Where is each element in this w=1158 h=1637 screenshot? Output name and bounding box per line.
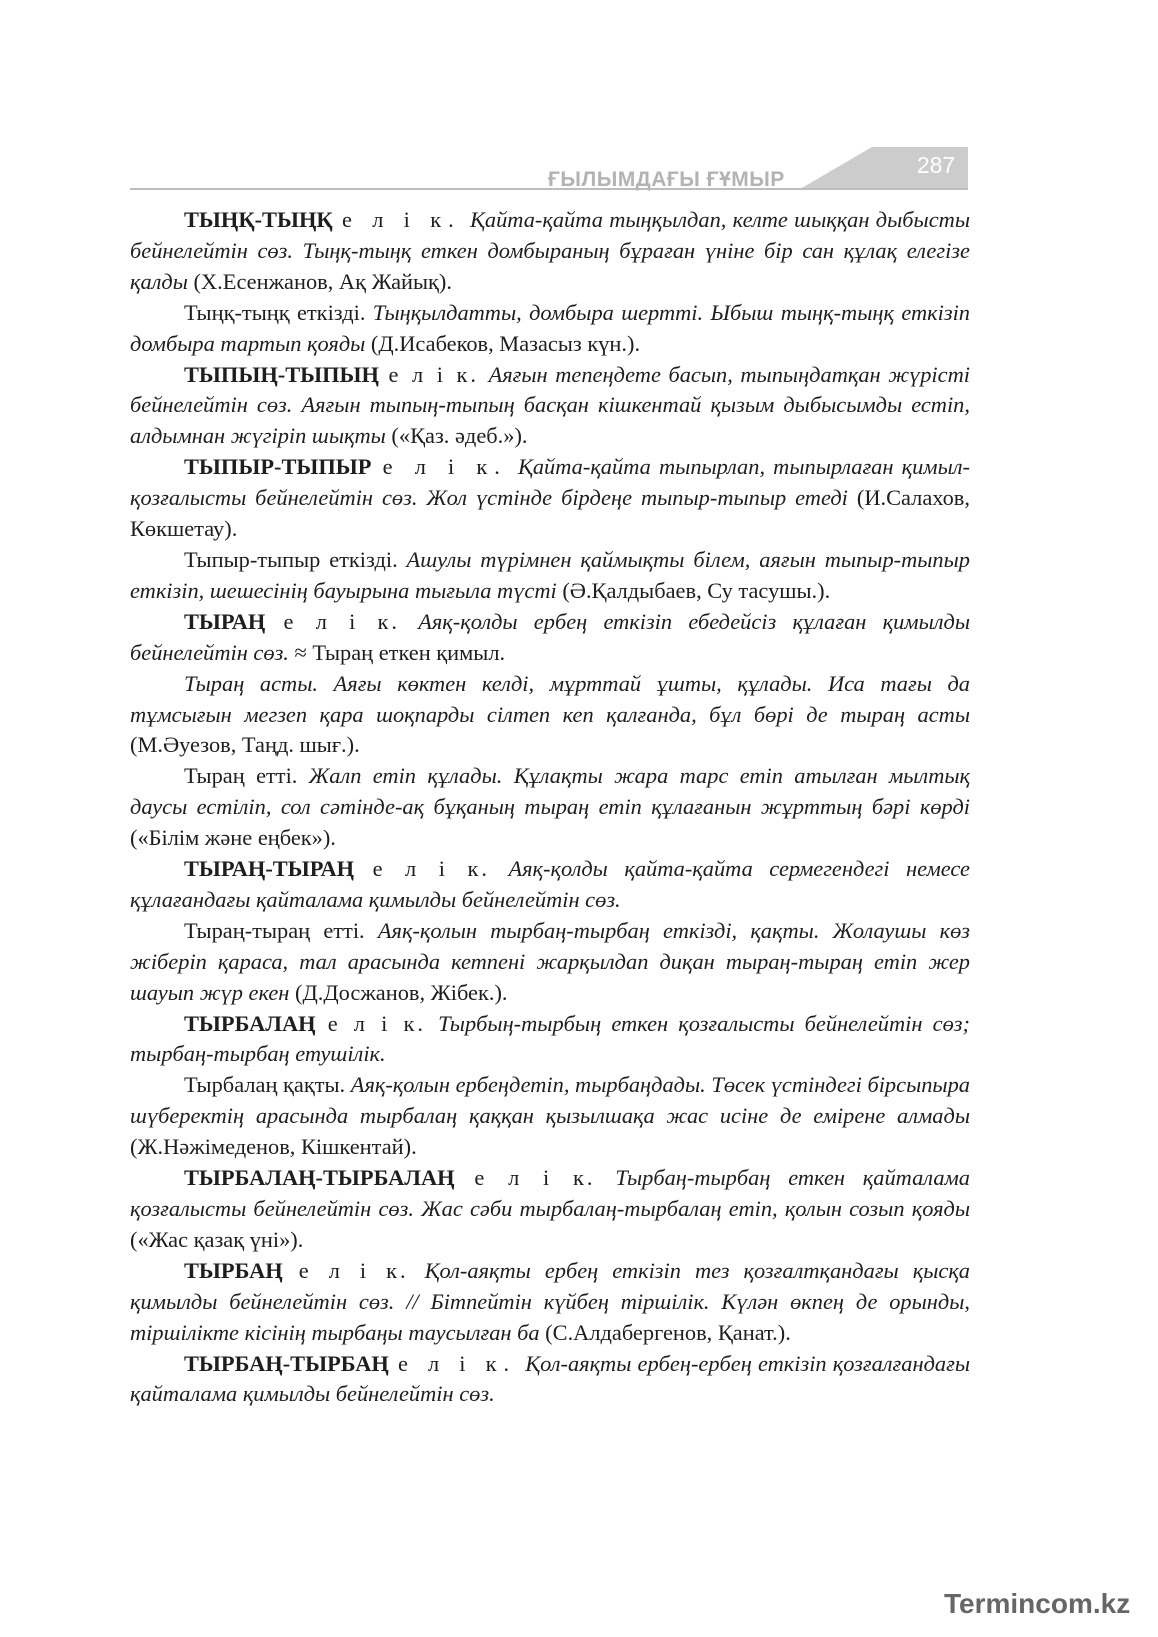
example: Тыңқ-тыңқ еткен домбыраның бұраған үніне бір сан құлақ елегізе қалды [130,237,970,294]
definition: Қол-аяқты ербең еткізіп тез қозғалтқандағы қысқа қимылды бейнелейтін сөз. // Бітпейтін күйбең тіршілік. [130,1257,970,1314]
entry-headword: ТЫПЫР-ТЫПЫР [184,454,372,480]
definition: Аяғын тепеңдете басып, тыпыңдатқан жүрісті бейнелейтін сөз. [130,361,970,418]
site-watermark [944,1584,1154,1632]
example: Күлән өкпең де орынды, тіршілікте кісінің тырбаңы таусылған ба [130,1288,970,1345]
definition: Аяқ-қолды ербең еткізіп ебедейсіз құлаған қимылды бейнелейтін сөз. [130,608,970,665]
part-of-speech: е л і к. [372,856,490,882]
page-header [0,0,1158,200]
source: (С.Алдабергенов, Қанат.). [545,1319,791,1345]
phrase-paragraph [130,916,970,1009]
part-of-speech: е л і к. [341,207,461,232]
source: (Х.Есенжанов, Ақ Жайық). [193,268,452,294]
phrase-paragraph [130,545,970,607]
phrase: Тыпыр-тыпыр еткізді. [184,546,398,572]
example: Жас сәби тырбалаң-тырбалаң етіп, қолын созып қояды [421,1196,970,1221]
phrase-paragraph [130,669,970,762]
entry-paragraph [130,452,970,545]
source: (М.Әуезов, Таңд. шығ.). [130,732,360,758]
dictionary-entries [130,205,970,1410]
entry-paragraph [130,1009,970,1071]
part-of-speech: е л і к. [397,1350,517,1376]
example: Жол үстінде бірдеңе тыпыр-тыпыр етеді [426,485,848,511]
source: («Жас қазақ үні»). [130,1226,304,1252]
page-number: 287 [916,152,956,178]
entry-headword: ТЫРАҢ-ТЫРАҢ [184,856,355,882]
phrase-paragraph [130,298,970,360]
source: (Д.Исабеков, Мазасыз күн.). [370,330,641,356]
part-of-speech: е л і к. [474,1165,596,1191]
entry-headword: ТЫРАҢ [184,608,266,634]
example: Ыбыш тыңқ-тыңқ еткізіп домбыра тартып қояды [130,299,970,356]
example: Құлақты жара тарс етіп атылған мылтық даусы естіліп, сол сәтінде-ақ бұқаның тыраң етіп құлағанын жұрттың бәрі көрді [130,763,971,820]
definition: Тыңқылдатты, домбыра шертті. [372,299,704,325]
definition: Тырбаң-тырбаң еткен қайталама қозғалысты бейнелейтін сөз. [130,1165,970,1221]
example: Төсек үстіндегі бірсыпыра шүберектің арасында тырбалаң қаққан қызылшақа жас исіне де емірене алмады [130,1072,970,1129]
part-of-speech: е л і к. [382,454,507,480]
part-of-speech: е л і к. [388,361,479,387]
phrase-paragraph [130,761,970,854]
phrase: Тырбалаң қақты. [184,1072,346,1098]
phrase: Тыңқ-тыңқ еткізді. [184,299,366,325]
part-of-speech: е л і к. [298,1257,409,1283]
source: (Ә.Қалдыбаев, Су тасушы.). [562,577,831,603]
part-of-speech: е л і к. [327,1010,426,1036]
definition: Аяқ-қолын тырбаң-тырбаң еткізді, қақты. [377,917,820,943]
entry-paragraph [130,607,970,669]
source: (Ж.Нәжімеденов, Кішкентай). [130,1134,417,1160]
source: («Қаз. әдеб.»). [391,423,528,449]
entry-paragraph [130,205,970,298]
entry-headword: ТЫРБАҢ-ТЫРБАҢ [184,1350,389,1376]
entry-headword: ТЫПЫҢ-ТЫПЫҢ [184,361,379,387]
entry-paragraph [130,854,970,916]
example: Аяғын тыпың-тыпың басқан кішкентай қызым дыбысымды естіп, алдымнан жүгіріп шықты [130,392,970,449]
definition: Қол-аяқты ербең-ербең еткізіп қозғалғандағы қайталама қимылды бейнелейтін сөз. [130,1350,970,1407]
definition: Аяқ-қолын ербеңдетіп, тырбаңдады. [350,1072,706,1098]
entry-paragraph [130,1163,970,1256]
definition: Жалп етіп құлады. [308,763,503,789]
example: Ашулы түрімнен қаймықты білем, аяғын тыпыр-тыпыр еткізіп, шешесінің бауырына тығыла түсті [130,546,970,603]
collocation: ≈ Тыраң еткен қимыл. [294,639,506,665]
example: Тыраң асты. Аяғы көктен келді, мұрттай ұшты, құлады. Иса тағы да тұмсығын мегзеп қара шоқпарды сілтеп кеп қалғанда, бұл бөрі де тыраң асты [130,670,970,727]
entry-paragraph [130,1349,970,1411]
entry-headword: ТЫРБАҢ [184,1257,283,1283]
phrase: Тыраң етті. [184,763,298,789]
watermark-logo: Termincom.kz [944,1588,1131,1619]
phrase: Тыраң-тыраң етті. [184,917,365,943]
definition: Қайта-қайта тыңқылдап, келте шыққан дыбысты бейнелейтін сөз. [130,207,970,263]
entry-headword: ТЫРБАЛАҢ-ТЫРБАЛАҢ [184,1165,455,1191]
source: (И.Салахов, Көкшетау). [130,485,970,542]
entry-paragraph [130,360,970,453]
part-of-speech: е л і к. [283,608,400,634]
entry-paragraph [130,1256,970,1349]
definition: Қайта-қайта тыпырлап, тыпырлаған қимыл-қозғалысты бейнелейтін сөз. [130,454,970,511]
definition: Тырбың-тырбың еткен қозғалысты бейнелейтін сөз; тырбаң-тырбаң етушілік. [130,1010,970,1067]
running-title: ҒЫЛЫМДАҒЫ ҒҰМЫР [548,168,785,191]
source: (Д.Досжанов, Жібек.). [295,979,508,1005]
phrase-paragraph [130,1070,970,1163]
entry-headword: ТЫҢҚ-ТЫҢҚ [184,207,333,232]
source: («Білім және еңбек»). [130,825,336,851]
example: Жолаушы көз жіберіп қараса, тал арасында кетпені жарқылдап диқан тыраң-тыраң етіп жер шауып жүр екен [130,917,971,1005]
entry-headword: ТЫРБАЛАҢ [184,1010,316,1036]
definition: Аяқ-қолды қайта-қайта сермегендегі немесе құлағандағы қайталама қимылды бейнелейтін сөз. [130,856,970,912]
